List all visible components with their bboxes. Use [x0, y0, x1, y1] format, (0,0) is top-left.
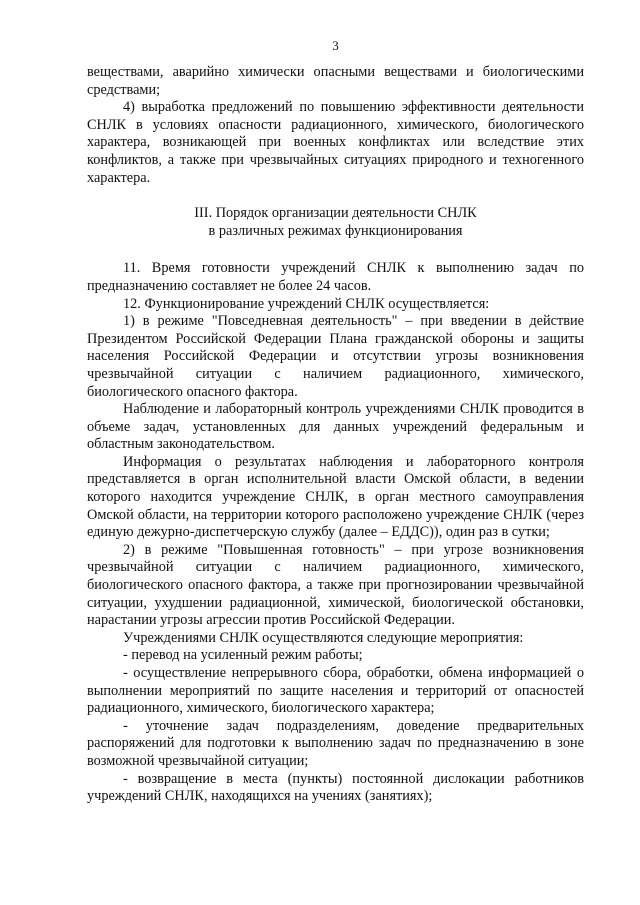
- page-number: 3: [332, 38, 339, 53]
- paragraph-item-4: 4) выработка предложений по повышению эффективности деятельности СНЛК в условиях опасности радиационного, химического, биологического характера, возникающей при военных конфликтах или вследствие этих конфликтов, а также при чрезвычайных ситуациях природного и техногенного характера.: [87, 99, 584, 186]
- section-heading: [87, 205, 584, 240]
- paragraph-measures-intro: Учреждениями СНЛК осуществляются следующие мероприятия:: [123, 629, 524, 646]
- list-item-measure: - осуществление непрерывного сбора, обработки, обмена информацией о выполнении мероприятий по защите населения и территорий от опасностей радиационного, химического, биологического характера;: [87, 665, 584, 717]
- paragraph-11: 11. Время готовности учреждений СНЛК к выполнению задач по предназначению составляет не более 24 часов.: [87, 260, 584, 294]
- list-item-measure: - перевод на усиленный режим работы;: [123, 647, 363, 664]
- paragraph-mode-daily: 1) в режиме "Повседневная деятельность" – при введении в действие Президентом Российской Федерации Плана гражданской обороны и защиты населения Российской Федерации и отсутствии угрозы возникновения чрезвычайной ситуации с наличием радиационного, химического, биологического опасного фактора.: [87, 313, 584, 400]
- list-item-measure: - уточнение задач подразделениям, доведение предварительных распоряжений для подготовки к выполнению задач по предназначению в зоне возможной чрезвычайной ситуации;: [87, 717, 584, 769]
- paragraph-mode-high-alert: 2) в режиме "Повышенная готовность" – при угрозе возникновения чрезвычайной ситуации с наличием радиационного, химического, биологического опасного фактора, а также при прогнозировании чрезвычайной ситуации, ухудшении радиационной, химической, биологической обстановки, нарастании угрозы агрессии против Российской Федерации.: [87, 541, 584, 629]
- section-heading-line-1: III. Порядок организации деятельности СНЛК: [194, 205, 477, 222]
- section-heading-line-2: в различных режимах функционирования: [208, 222, 463, 239]
- paragraph-12: 12. Функционирование учреждений СНЛК осуществляется:: [123, 295, 490, 312]
- paragraph-observation: Наблюдение и лабораторный контроль учреждениями СНЛК проводится в объеме задач, установленных для данных учреждений федеральным и областным законодательством.: [87, 401, 584, 453]
- list-item-measure: - возвращение в места (пункты) постоянной дислокации работников учреждений СНЛК, находящихся на учениях (занятиях);: [87, 770, 584, 805]
- paragraph-information: Информация о результатах наблюдения и лабораторного контроля представляется в орган исполнительной власти Омской области, в ведении которого находится учреждение СНЛК, в орган местного самоуправления Омской области, на территории которого расположено учреждение СНЛК (через единую дежурно-диспетчерскую службу (далее – ЕДДС)), один раз в сутки;: [87, 453, 584, 541]
- paragraph-continuation: веществами, аварийно химически опасными веществами и биологическими средствами;: [87, 64, 584, 98]
